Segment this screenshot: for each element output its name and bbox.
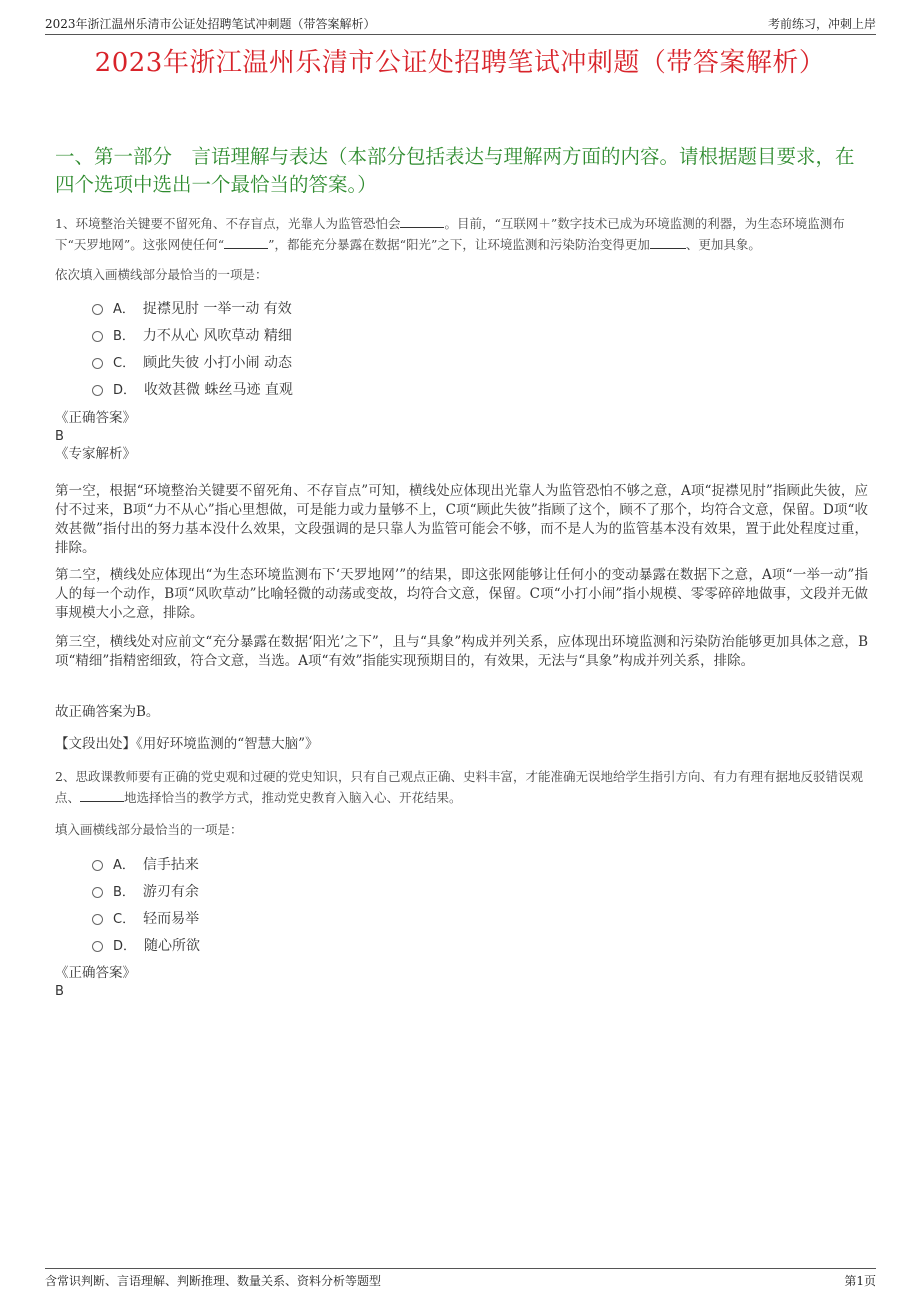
option-text: 收效甚微 蛛丝马迹 直观 bbox=[144, 381, 293, 398]
q2-stem-part-2: 地选择恰当的教学方式，推动党史教育入脑入心、开花结果。 bbox=[124, 790, 462, 805]
source-citation: 【文段出处】《用好环境监测的“智慧大脑”》 bbox=[55, 736, 319, 752]
q2-option-a[interactable] bbox=[92, 850, 860, 877]
option-text: 游刃有余 bbox=[142, 883, 199, 900]
option-letter: B． bbox=[113, 329, 135, 344]
option-letter: A． bbox=[113, 858, 135, 873]
option-text: 轻而易举 bbox=[143, 910, 200, 927]
document-title: 2023年浙江温州乐清市公证处招聘笔试冲刺题（带答案解析） bbox=[94, 48, 826, 78]
radio-icon[interactable] bbox=[92, 385, 103, 396]
header-title: 2023年浙江温州乐清市公证处招聘笔试冲刺题（带答案解析） bbox=[45, 17, 376, 31]
section-title: 一、第一部分 言语理解与表达（本部分包括表达与理解两方面的内容。请根据题目要求，在四个选项中选出一个最恰当的答案。） bbox=[55, 145, 855, 196]
q1-blank-2 bbox=[224, 248, 268, 249]
option-letter: D． bbox=[113, 939, 137, 954]
radio-icon[interactable] bbox=[92, 941, 103, 952]
option-letter: C． bbox=[113, 356, 136, 371]
option-letter: D． bbox=[113, 383, 137, 398]
radio-icon[interactable] bbox=[92, 860, 103, 871]
page-number: 第1页 bbox=[844, 1273, 876, 1288]
question-2-answer bbox=[55, 964, 868, 1000]
q1-stem-part-2: 。目前，“互联网＋”数字技术已成为环境监测的利器，为生态环境监测布下“天罗地网”。这张网使任何“ bbox=[55, 216, 845, 252]
q1-option-b[interactable] bbox=[92, 321, 860, 348]
question-1-stem bbox=[55, 213, 868, 255]
answer-label: 《正确答案》 bbox=[55, 965, 136, 981]
q1-option-c[interactable] bbox=[92, 348, 860, 375]
question-1-conclusion bbox=[55, 703, 868, 722]
q1-stem-part-3: ”，都能充分暴露在数据“阳光”之下，让环境监测和污染防治变得更加 bbox=[268, 237, 650, 252]
analysis-conclusion: 故正确答案为B。 bbox=[55, 704, 160, 720]
option-text: 随心所欲 bbox=[144, 937, 201, 954]
option-letter: B． bbox=[113, 885, 135, 900]
radio-icon[interactable] bbox=[92, 358, 103, 369]
question-1-analysis bbox=[55, 482, 868, 558]
radio-icon[interactable] bbox=[92, 887, 103, 898]
option-text: 力不从心 风吹草动 精细 bbox=[142, 327, 292, 344]
option-letter: A． bbox=[113, 302, 135, 317]
page-footer bbox=[45, 1268, 876, 1291]
question-1-prompt: 依次填入画横线部分最恰当的一项是： bbox=[55, 267, 268, 282]
question-1-answer bbox=[55, 409, 868, 464]
q1-option-d[interactable] bbox=[92, 375, 860, 402]
question-2-options bbox=[92, 850, 860, 958]
analysis-paragraph: 第二空，横线处应体现出“为生态环境监测布下‘天罗地网’”的结果，即这张网能够让任何小的变动暴露在数据下之意，A项“一举一动”指人的每一个动作，B项“风吹草动”比喻轻微的动荡或变故，均符合文意，保留。C项“小打小闹”指小规模、零零碎碎地做事，文段并无做事规模大小之意，排除。 bbox=[55, 567, 868, 621]
answer-value: B bbox=[55, 429, 64, 444]
radio-icon[interactable] bbox=[92, 331, 103, 342]
question-1-options bbox=[92, 294, 860, 402]
answer-value: B bbox=[55, 984, 64, 999]
page-header bbox=[45, 12, 876, 35]
analysis-label: 《专家解析》 bbox=[55, 446, 136, 462]
answer-label: 《正确答案》 bbox=[55, 410, 136, 426]
analysis-paragraph: 第一空，根据“环境整治关键要不留死角、不存盲点”可知，横线处应体现出光靠人为监管恐怕不够之意，A项“捉襟见肘”指顾此失彼，应付不过来，B项“力不从心”指心里想做，可是能力或力量够不上，C项“顾此失彼”指顾了这个，顾不了那个，均符合文意，保留。D项“收效甚微”指付出的努力基本没什么效果，文段强调的是只靠人为监管可能会不够，而不是人为的监管基本没有效果，置于此处程度过重，排除。 bbox=[55, 483, 868, 556]
q2-option-b[interactable] bbox=[92, 877, 860, 904]
q2-option-d[interactable] bbox=[92, 931, 860, 958]
question-1-analysis-2 bbox=[55, 566, 868, 623]
radio-icon[interactable] bbox=[92, 304, 103, 315]
question-2-prompt: 填入画横线部分最恰当的一项是： bbox=[55, 822, 243, 837]
q1-blank-1 bbox=[400, 227, 444, 228]
q2-option-c[interactable] bbox=[92, 904, 860, 931]
question-1-source bbox=[55, 735, 868, 754]
option-text: 捉襟见肘 一举一动 有效 bbox=[142, 300, 292, 317]
question-1-analysis-3 bbox=[55, 633, 868, 671]
q1-option-a[interactable] bbox=[92, 294, 860, 321]
radio-icon[interactable] bbox=[92, 914, 103, 925]
q1-stem-part-1: 1、环境整治关键要不留死角、不存盲点，光靠人为监管恐怕会 bbox=[55, 216, 401, 231]
option-letter: C． bbox=[113, 912, 136, 927]
analysis-paragraph: 第三空，横线处对应前文“充分暴露在数据‘阳光’之下”，且与“具象”构成并列关系，应体现出环境监测和污染防治能够更加具体之意，B项“精细”指精密细致，符合文意，当选。A项“有效”指能实现预期目的，有效果，无法与“具象”构成并列关系，排除。 bbox=[55, 634, 868, 669]
option-text: 信手拈来 bbox=[142, 856, 199, 873]
q2-stem-part-1: 2、思政课教师要有正确的党史观和过硬的党史知识，只有自己观点正确、史料丰富，才能准确无误地给学生指引方向、有力有理有据地反驳错误观点、 bbox=[55, 769, 863, 805]
option-text: 顾此失彼 小打小闹 动态 bbox=[143, 354, 292, 371]
q1-stem-part-4: 、更加具象。 bbox=[685, 237, 761, 252]
footer-note: 含常识判断、言语理解、判断推理、数量关系、资料分析等题型 bbox=[45, 1273, 382, 1288]
header-slogan: 考前练习，冲刺上岸 bbox=[767, 17, 876, 31]
q1-blank-3 bbox=[650, 248, 686, 249]
q2-blank-1 bbox=[80, 801, 124, 802]
question-2-stem bbox=[55, 766, 868, 808]
